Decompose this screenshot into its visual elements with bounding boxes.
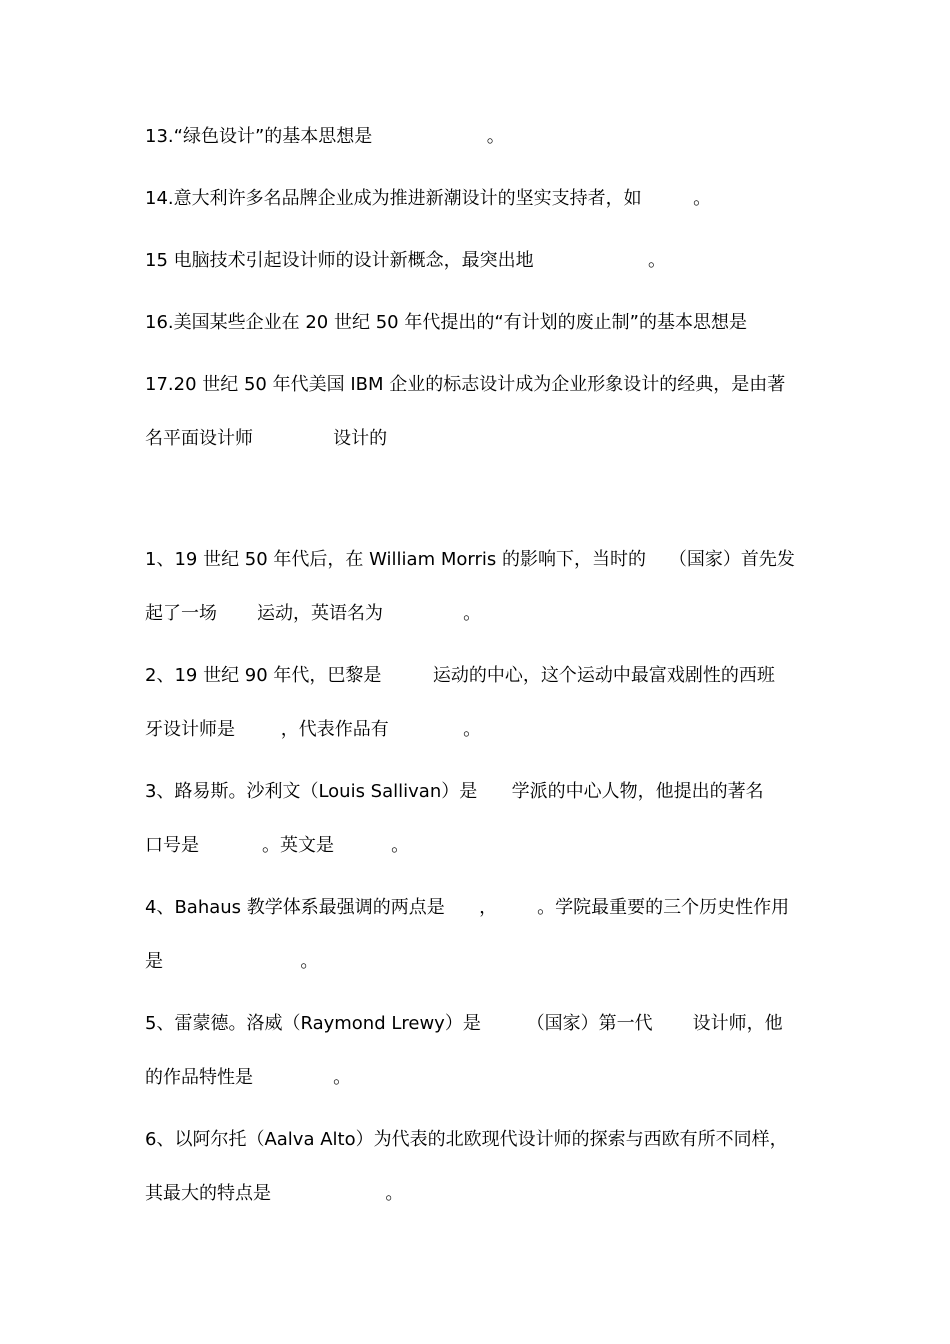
question-2-line-cont: 牙设计师是 ，代表作品有 。 — [145, 719, 482, 740]
question-17-line: 17.20 世纪 50 年代美国 IBM 企业的标志设计成为企业形象设计的经典，是由著 — [145, 374, 786, 395]
question-3-line-cont: 口号是 。英文是 。 — [145, 835, 410, 856]
question-15-line: 15 电脑技术引起设计师的设计新概念，最突出地 。 — [145, 250, 667, 271]
question-3-line: 3、路易斯。沙利文（Louis Sallivan）是 学派的中心人物，他提出的著名 — [145, 781, 764, 802]
question-1-line: 1、19 世纪 50 年代后，在 William Morris 的影响下，当时的 （国家）首先发 — [145, 549, 795, 570]
question-6-line-cont: 其最大的特点是 。 — [145, 1183, 404, 1204]
question-13-line: 13.“绿色设计”的基本思想是 。 — [145, 126, 505, 147]
question-4-line: 4、Bahaus 教学体系最强调的两点是 ， 。学院最重要的三个历史性作用 — [145, 897, 790, 918]
question-5-line-cont: 的作品特性是 。 — [145, 1067, 352, 1088]
question-2-line: 2、19 世纪 90 年代，巴黎是 运动的中心，这个运动中最富戏剧性的西班 — [145, 665, 775, 686]
question-16-line: 16.美国某些企业在 20 世纪 50 年代提出的“有计划的废止制”的基本思想是 — [145, 312, 747, 333]
question-6-line: 6、以阿尔托（Aalva Alto）为代表的北欧现代设计师的探索与西欧有所不同样， — [145, 1129, 788, 1150]
question-5-line: 5、雷蒙德。洛威（Raymond Lrewy）是 （国家）第一代 设计师，他 — [145, 1013, 783, 1034]
question-14-line: 14.意大利许多名品牌企业成为推进新潮设计的坚实支持者，如 。 — [145, 188, 712, 209]
question-4-line-cont: 是 。 — [145, 951, 319, 972]
question-17-line-cont: 名平面设计师 设计的 — [145, 428, 388, 449]
question-1-line-cont: 起了一场 运动，英语名为 。 — [145, 603, 482, 624]
